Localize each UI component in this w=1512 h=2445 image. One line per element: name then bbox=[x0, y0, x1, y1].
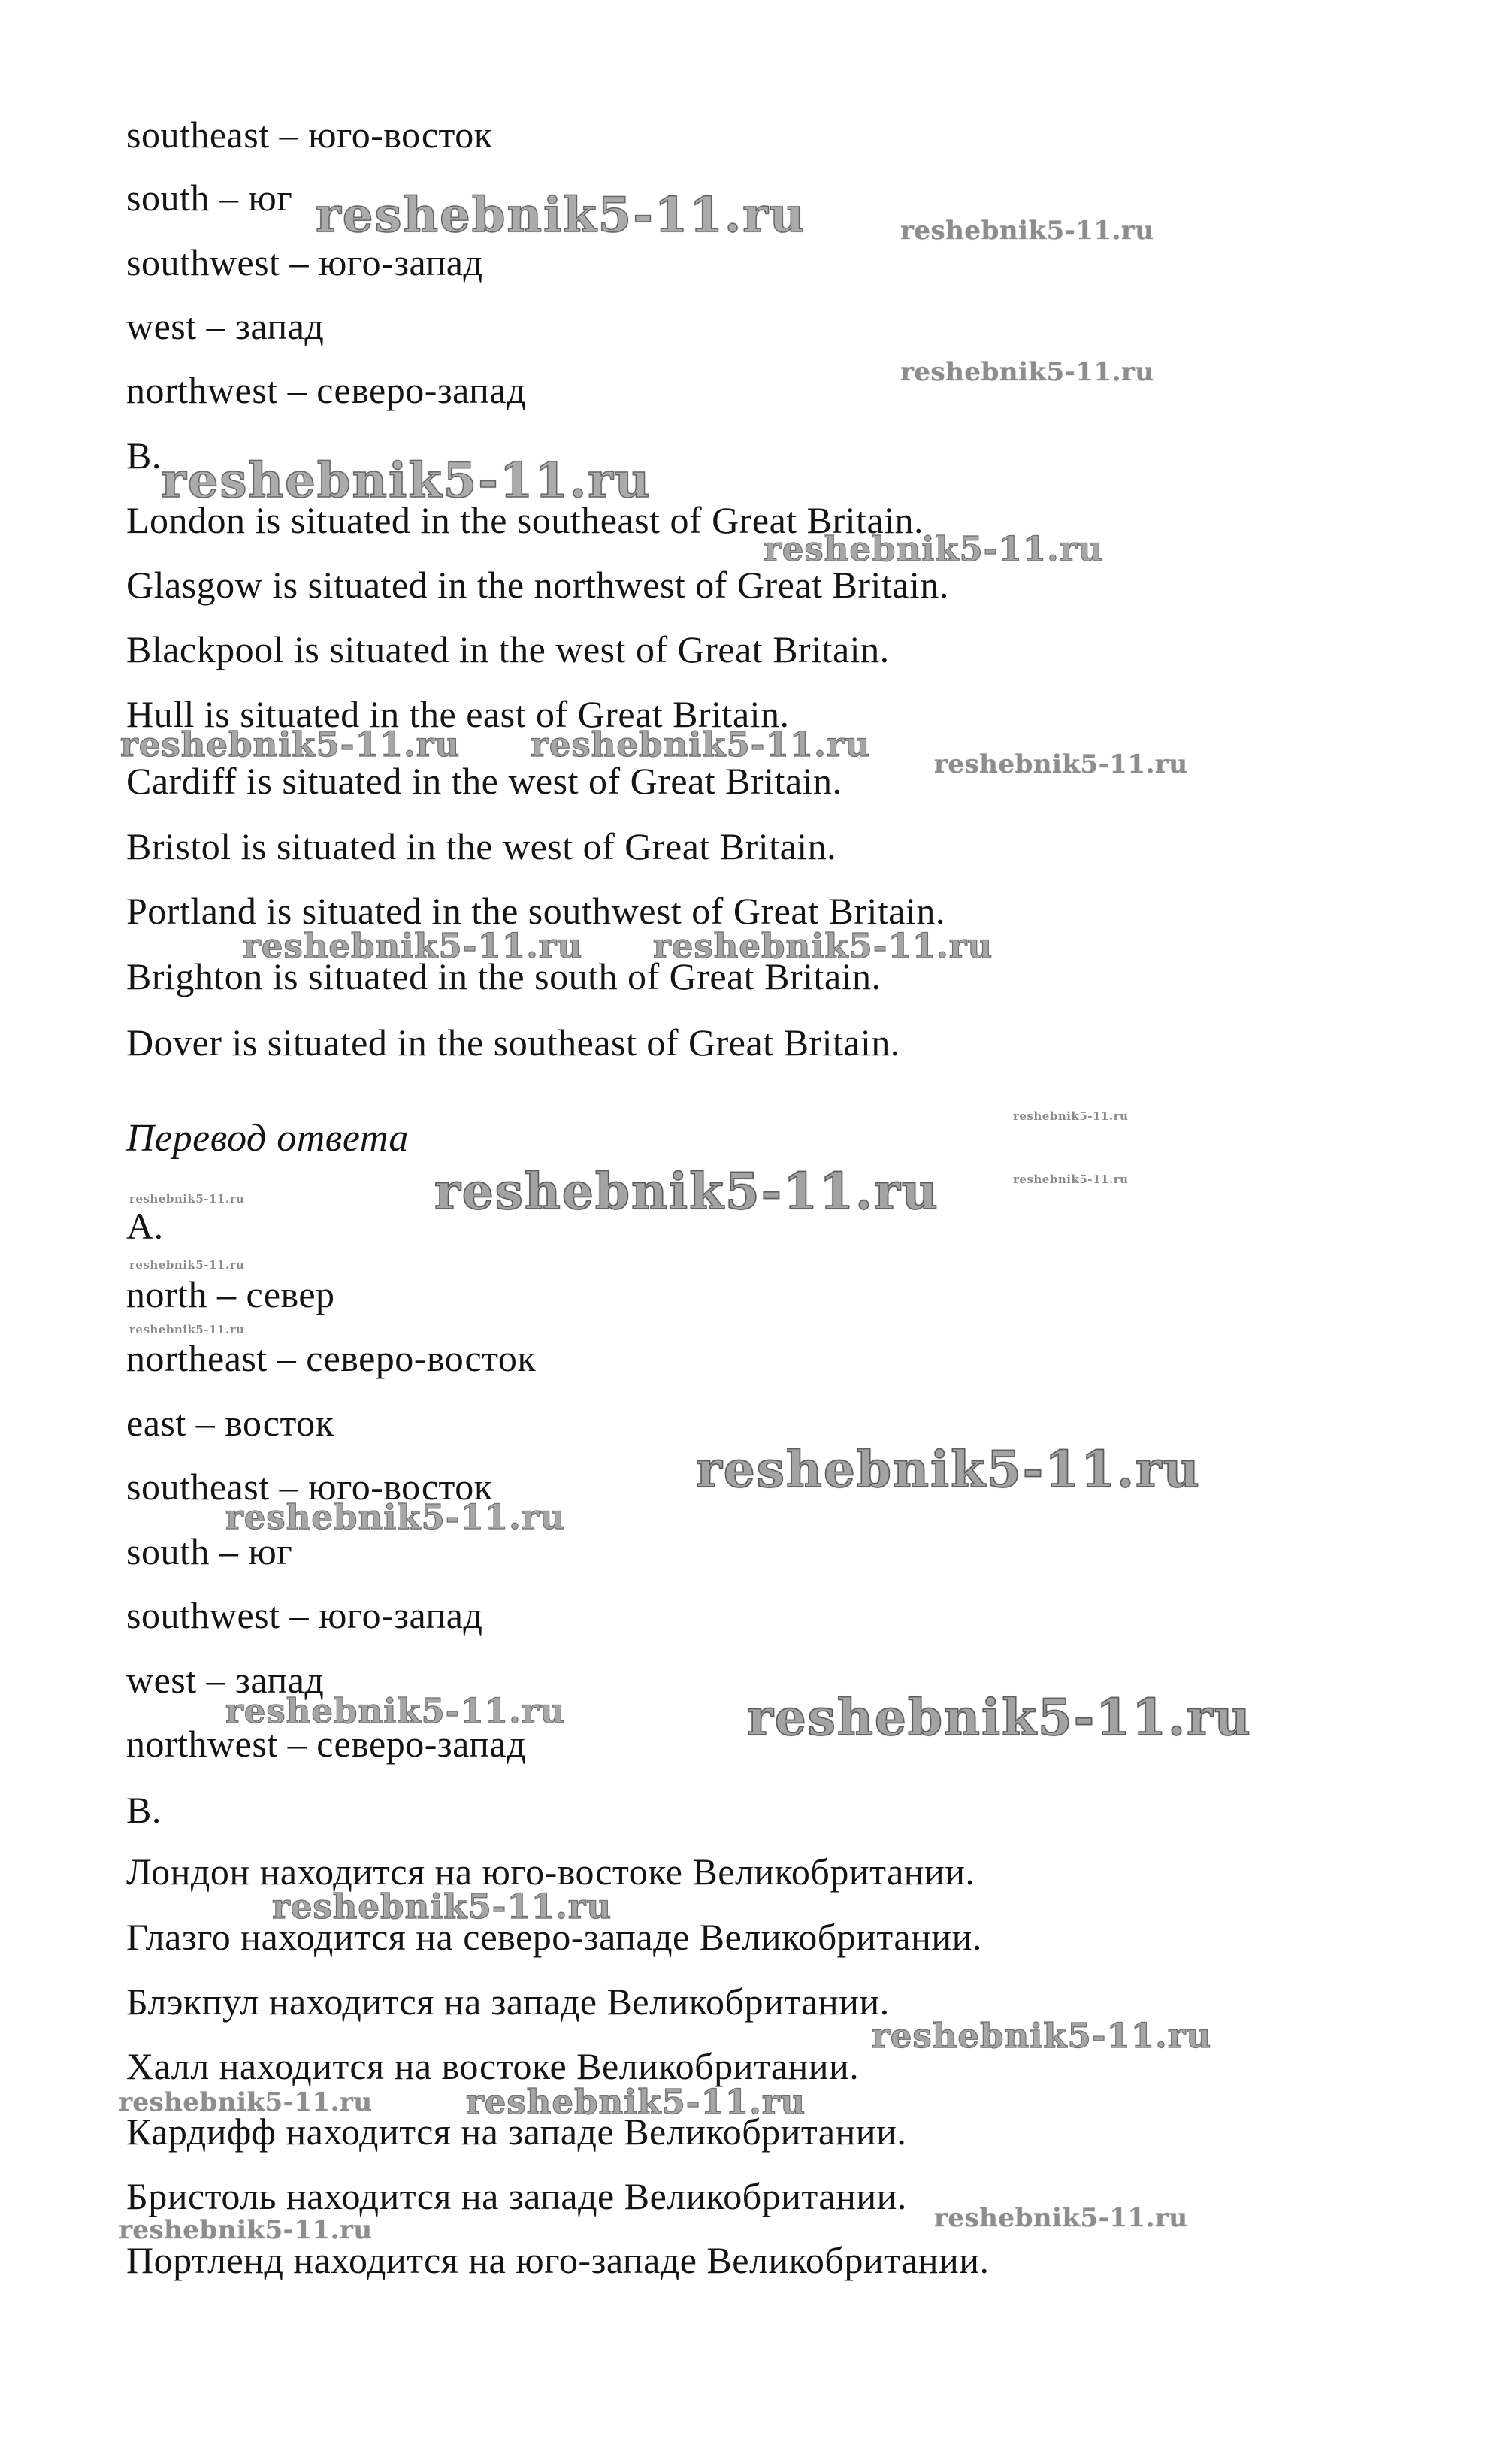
sentence-en-london: London is situated in the southeast of Great Britain. bbox=[126, 499, 924, 541]
site-watermark: reshebnik5-11.ru bbox=[747, 1688, 1252, 1747]
site-watermark: reshebnik5-11.ru bbox=[129, 1323, 245, 1336]
site-watermark: reshebnik5-11.ru bbox=[225, 1497, 566, 1537]
site-watermark: reshebnik5-11.ru bbox=[129, 1192, 245, 1206]
dict-a-partial-entry-southwest: southwest – юго-запад bbox=[126, 241, 483, 283]
dict-ru-entry-northwest: northwest – северо-запад bbox=[126, 1723, 527, 1765]
site-watermark: reshebnik5-11.ru bbox=[119, 2215, 373, 2245]
site-watermark: reshebnik5-11.ru bbox=[531, 725, 871, 764]
sentence-ru-blackpool: Блэкпул находится на западе Великобритании. bbox=[126, 1981, 890, 2023]
site-watermark: reshebnik5-11.ru bbox=[934, 749, 1188, 779]
sentence-en-portland: Portland is situated in the southwest of Great Britain. bbox=[126, 890, 945, 932]
sentence-en-dover: Dover is situated in the southeast of Great Britain. bbox=[126, 1021, 900, 1064]
sentence-ru-hull: Халл находится на востоке Великобритании. bbox=[126, 2045, 860, 2087]
dict-a-partial-entry-west: west – запад bbox=[126, 305, 325, 347]
dict-ru-entry-northeast: northeast – северо-восток bbox=[126, 1337, 537, 1379]
dict-ru-entry-southeast: southeast – юго-восток bbox=[126, 1466, 493, 1508]
site-watermark: reshebnik5-11.ru bbox=[764, 529, 1104, 569]
translation-label-a: A. bbox=[126, 1205, 164, 1247]
site-watermark: reshebnik5-11.ru bbox=[653, 926, 993, 966]
sentence-ru-portland: Портленд находится на юго-западе Великобритании. bbox=[126, 2239, 990, 2281]
site-watermark: reshebnik5-11.ru bbox=[129, 1258, 245, 1272]
sentence-ru-glasgow: Глазго находится на северо-западе Великобритании. bbox=[126, 1916, 982, 1958]
site-watermark: reshebnik5-11.ru bbox=[1013, 1173, 1129, 1186]
dict-ru-entry-east: east – восток bbox=[126, 1402, 334, 1444]
site-watermark: reshebnik5-11.ru bbox=[900, 357, 1154, 387]
site-watermark: reshebnik5-11.ru bbox=[696, 1440, 1201, 1499]
sentence-en-hull: Hull is situated in the east of Great Britain. bbox=[126, 693, 790, 735]
site-watermark: reshebnik5-11.ru bbox=[243, 926, 583, 966]
site-watermark: reshebnik5-11.ru bbox=[316, 187, 806, 244]
site-watermark: reshebnik5-11.ru bbox=[1013, 1109, 1129, 1123]
site-watermark: reshebnik5-11.ru bbox=[900, 216, 1154, 246]
site-watermark: reshebnik5-11.ru bbox=[434, 1162, 939, 1221]
dict-a-partial-entry-northwest: northwest – северо-запад bbox=[126, 369, 527, 411]
site-watermark: reshebnik5-11.ru bbox=[466, 2082, 806, 2122]
site-watermark: reshebnik5-11.ru bbox=[119, 2087, 373, 2117]
sentence-en-bristol: Bristol is situated in the west of Great Britain. bbox=[126, 825, 837, 867]
sentence-en-glasgow: Glasgow is situated in the northwest of Great Britain. bbox=[126, 564, 949, 606]
dict-ru-entry-south: south – юг bbox=[126, 1530, 293, 1572]
translation-label-b: B. bbox=[126, 1789, 162, 1831]
site-watermark: reshebnik5-11.ru bbox=[872, 2016, 1212, 2056]
sentence-en-brighton: Brighton is situated in the south of Great Britain. bbox=[126, 955, 881, 997]
dict-a-partial-entry-southeast: southeast – юго-восток bbox=[126, 113, 493, 156]
answer-label-b: B. bbox=[126, 434, 162, 477]
dict-ru-entry-west: west – запад bbox=[126, 1659, 325, 1701]
site-watermark: reshebnik5-11.ru bbox=[934, 2203, 1188, 2233]
site-watermark: reshebnik5-11.ru bbox=[161, 452, 652, 509]
sentence-ru-london: Лондон находится на юго-востоке Великобритании. bbox=[126, 1850, 975, 1893]
sentence-ru-cardiff: Кардифф находится на западе Великобритании. bbox=[126, 2111, 907, 2153]
sentence-en-blackpool: Blackpool is situated in the west of Great Britain. bbox=[126, 628, 890, 670]
translation-heading: Перевод ответа bbox=[126, 1117, 409, 1160]
dict-ru-entry-north: north – север bbox=[126, 1273, 335, 1315]
dict-ru-entry-southwest: southwest – юго-запад bbox=[126, 1594, 483, 1636]
site-watermark: reshebnik5-11.ru bbox=[225, 1691, 566, 1731]
sentence-ru-bristol: Бристоль находится на западе Великобритании. bbox=[126, 2175, 907, 2217]
sentence-en-cardiff: Cardiff is situated in the west of Great Britain. bbox=[126, 760, 842, 802]
site-watermark: reshebnik5-11.ru bbox=[120, 725, 461, 764]
dict-a-partial-entry-south: south – юг bbox=[126, 177, 293, 219]
site-watermark: reshebnik5-11.ru bbox=[272, 1887, 612, 1926]
